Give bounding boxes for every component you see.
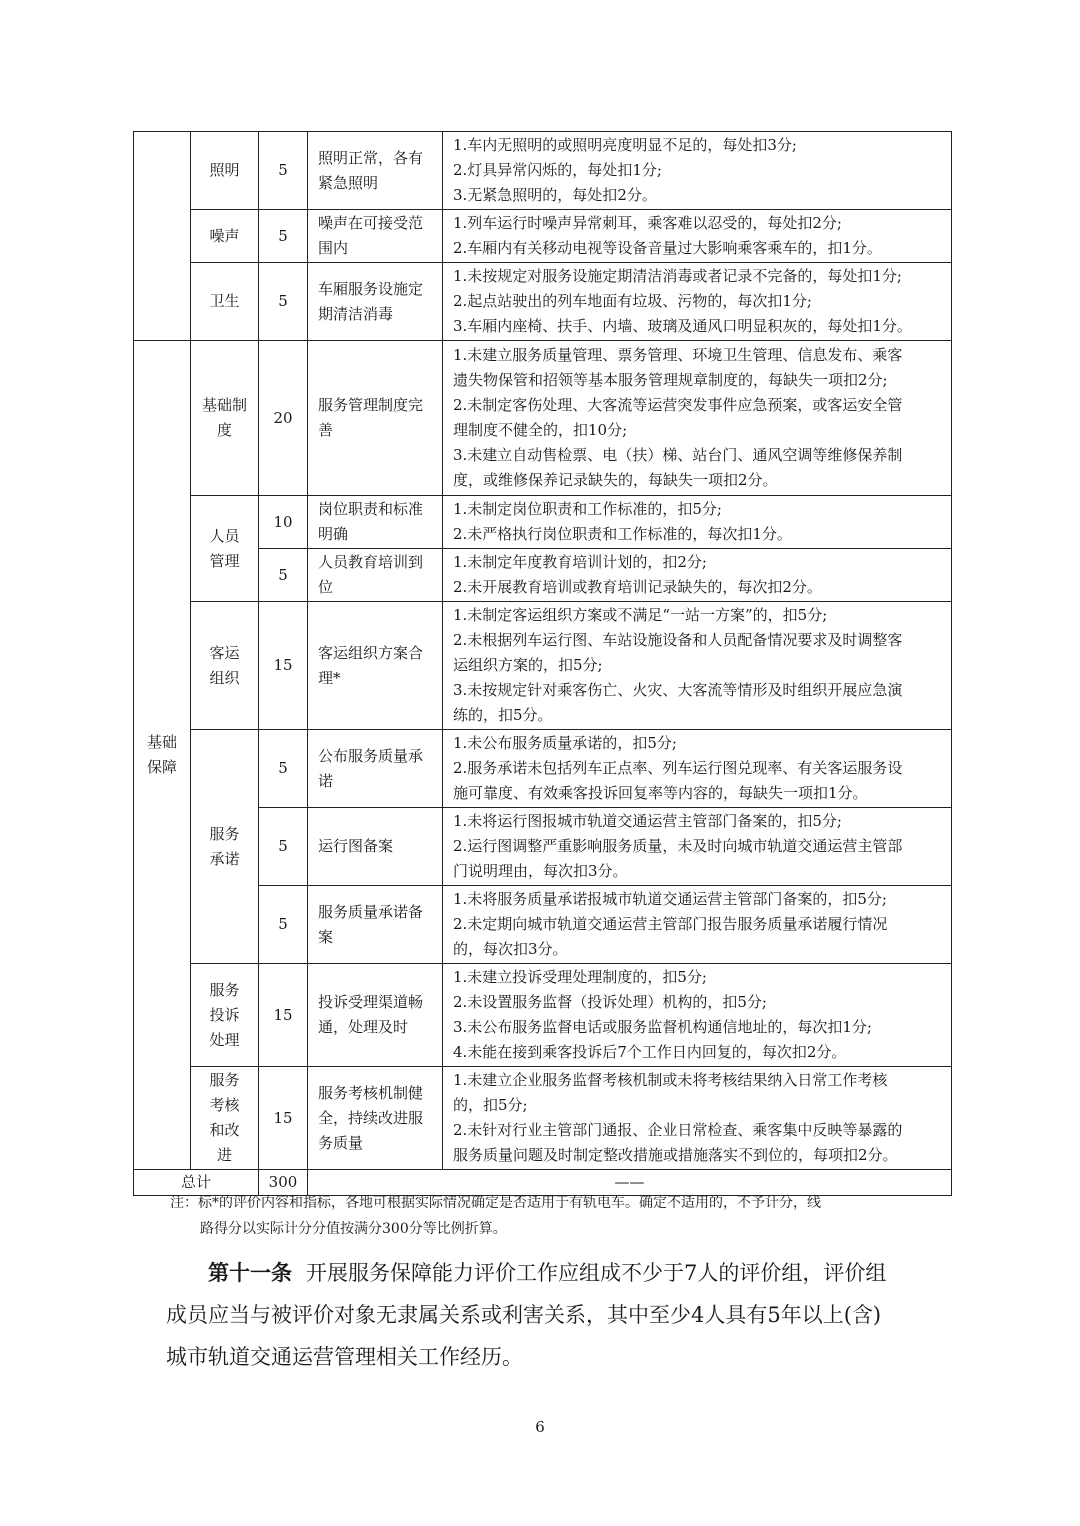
content-cell xyxy=(308,602,443,730)
criteria-line: 施可靠度、有效乘客投诉回复率等内容的，每缺失一项扣1分。 xyxy=(453,784,868,802)
table-row xyxy=(134,602,952,730)
content-cell xyxy=(308,808,443,886)
criteria-cell xyxy=(443,341,952,496)
article-heading: 第十一条 xyxy=(208,1260,292,1285)
criteria-line: 1.未建立投诉受理处理制度的，扣5分; xyxy=(453,968,707,986)
subcategory-cell xyxy=(191,1067,259,1170)
criteria-line: 2.未严格执行岗位职责和工作标准的，每次扣1分。 xyxy=(453,525,792,543)
criteria-line: 1.未制定客运组织方案或不满足“一站一方案”的，扣5分; xyxy=(453,606,828,624)
criteria-line: 理制度不健全的，扣10分; xyxy=(453,421,628,439)
table-row xyxy=(134,132,952,210)
score-cell: 15 xyxy=(259,602,308,730)
criteria-line: 1.列车运行时噪声异常刺耳，乘客难以忍受的，每处扣2分; xyxy=(453,214,842,232)
content-line: 案 xyxy=(318,927,334,946)
content-line: 服务质量承诺备 xyxy=(318,902,424,921)
subcategory-cell: 噪声 xyxy=(191,210,259,263)
score-cell: 5 xyxy=(259,886,308,964)
criteria-line: 2.未定期向城市轨道交通运营主管部门报告服务质量承诺履行情况 xyxy=(453,915,888,933)
criteria-cell xyxy=(443,1067,952,1170)
criteria-cell xyxy=(443,210,952,263)
table-row xyxy=(134,496,952,549)
criteria-line: 1.未制定年度教育培训计划的，扣2分; xyxy=(453,553,707,571)
note-line-1: 注：标*的评价内容和指标，各地可根据实际情况确定是否适用于有轨电车。确定不适用的，不予计分，线 xyxy=(170,1195,821,1211)
content-line: 务质量 xyxy=(318,1133,364,1152)
content-cell xyxy=(308,886,443,964)
article-line-3: 城市轨道交通运营管理相关工作经历。 xyxy=(166,1345,523,1369)
content-line: 人员教育培训到 xyxy=(318,553,424,571)
content-line: 运行图备案 xyxy=(318,837,394,855)
content-line: 位 xyxy=(318,578,334,596)
criteria-line: 3.车厢内座椅、扶手、内墙、玻璃及通风口明显积灰的，每处扣1分。 xyxy=(453,317,912,335)
criteria-line: 1.未将服务质量承诺报城市轨道交通运营主管部门备案的，扣5分; xyxy=(453,890,887,908)
criteria-cell xyxy=(443,549,952,602)
criteria-cell xyxy=(443,808,952,886)
content-line: 车厢服务设施定 xyxy=(318,279,424,298)
subcategory-cell xyxy=(191,341,259,496)
content-line: 围内 xyxy=(318,239,349,257)
subcategory-cell: 卫生 xyxy=(191,263,259,341)
evaluation-table xyxy=(133,131,952,1196)
content-line: 客运组织方案合 xyxy=(318,643,424,662)
content-cell xyxy=(308,1067,443,1170)
page-number: 6 xyxy=(535,1418,545,1436)
content-line: 理* xyxy=(318,668,341,687)
subcategory-cell xyxy=(191,730,259,964)
table-row xyxy=(134,210,952,263)
content-cell xyxy=(308,964,443,1067)
score-cell: 5 xyxy=(259,132,308,210)
content-line: 通，处理及时 xyxy=(318,1018,409,1036)
content-line: 明确 xyxy=(318,525,349,543)
criteria-line: 1.未建立服务质量管理、票务管理、环境卫生管理、信息发布、乘客 xyxy=(453,346,903,364)
criteria-line: 门说明理由，每次扣3分。 xyxy=(453,862,628,880)
total-dash: —— xyxy=(614,1173,645,1191)
criteria-cell xyxy=(443,730,952,808)
subcategory-label: 人员管理 xyxy=(209,526,240,570)
subcategory-cell xyxy=(191,602,259,730)
note-line-2: 路得分以实际计分分值按满分300分等比例折算。 xyxy=(200,1221,507,1237)
total-label: 总计 xyxy=(134,1170,259,1196)
subcategory-label: 服务投诉处理 xyxy=(209,980,240,1049)
criteria-line: 遗失物保管和招领等基本服务管理规章制度的，每缺失一项扣2分; xyxy=(453,371,888,389)
content-cell xyxy=(308,549,443,602)
content-cell xyxy=(308,730,443,808)
table-row xyxy=(134,341,952,496)
score-cell: 15 xyxy=(259,964,308,1067)
score-cell: 5 xyxy=(259,263,308,341)
content-line: 岗位职责和标准 xyxy=(318,500,424,518)
criteria-cell xyxy=(443,496,952,549)
content-line: 公布服务质量承 xyxy=(318,746,424,765)
content-line: 投诉受理渠道畅 xyxy=(318,993,424,1011)
article-paragraph xyxy=(166,1252,926,1378)
category-cell-empty xyxy=(134,132,191,341)
criteria-line: 的，每次扣3分。 xyxy=(453,940,568,958)
content-cell xyxy=(308,132,443,210)
subcategory-label: 服务考核和改进 xyxy=(209,1071,240,1164)
score-cell: 5 xyxy=(259,549,308,602)
criteria-line: 3.无紧急照明的，每处扣2分。 xyxy=(453,186,657,204)
content-line: 服务考核机制健 xyxy=(318,1083,424,1102)
content-line: 全，持续改进服 xyxy=(318,1108,424,1127)
table-row xyxy=(134,730,952,808)
content-cell xyxy=(308,263,443,341)
score-cell: 10 xyxy=(259,496,308,549)
criteria-line: 1.车内无照明的或照明亮度明显不足的，每处扣3分; xyxy=(453,136,797,154)
criteria-line: 2.未根据列车运行图、车站设施设备和人员配备情况要求及时调整客 xyxy=(453,631,903,649)
category-cell xyxy=(134,341,191,1170)
criteria-line: 2.未制定客伤处理、大客流等运营突发事件应急预案，或客运安全管 xyxy=(453,396,903,414)
criteria-line: 练的，扣5分。 xyxy=(453,706,553,724)
criteria-line: 2.未设置服务监督（投诉处理）机构的，扣5分; xyxy=(453,993,767,1011)
content-line: 紧急照明 xyxy=(318,173,379,192)
criteria-line: 2.服务承诺未包括列车正点率、列车运行图兑现率、有关客运服务设 xyxy=(453,759,903,777)
criteria-line: 1.未建立企业服务监督考核机制或未将考核结果纳入日常工作考核 xyxy=(453,1071,888,1089)
table-row xyxy=(134,964,952,1067)
criteria-line: 3.未建立自动售检票、电（扶）梯、站台门、通风空调等维修保养制 xyxy=(453,446,903,464)
subcategory-label: 基础制度 xyxy=(201,396,247,439)
subcategory-label: 客运组织 xyxy=(209,643,240,687)
content-line: 服务管理制度完 xyxy=(318,396,424,414)
subcategory-cell xyxy=(191,964,259,1067)
content-line: 期清洁消毒 xyxy=(318,304,394,323)
criteria-line: 1.未将运行图报城市轨道交通运营主管部门备案的，扣5分; xyxy=(453,812,842,830)
content-line: 噪声在可接受范 xyxy=(318,214,424,232)
criteria-cell xyxy=(443,132,952,210)
criteria-line: 1.未制定岗位职责和工作标准的，扣5分; xyxy=(453,500,722,518)
criteria-line: 1.未公布服务质量承诺的，扣5分; xyxy=(453,734,677,752)
content-line: 诺 xyxy=(318,771,334,790)
subcategory-cell xyxy=(191,496,259,602)
score-cell: 5 xyxy=(259,730,308,808)
criteria-line: 度，或维修保养记录缺失的，每缺失一项扣2分。 xyxy=(453,471,778,489)
subcategory-cell: 照明 xyxy=(191,132,259,210)
criteria-cell xyxy=(443,964,952,1067)
content-line: 照明正常，各有 xyxy=(318,148,424,167)
article-line-1 xyxy=(166,1252,926,1294)
criteria-line: 服务质量问题及时制定整改措施或措施落实不到位的，每项扣2分。 xyxy=(453,1146,898,1164)
score-cell: 20 xyxy=(259,341,308,496)
criteria-line: 3.未按规定针对乘客伤亡、火灾、大客流等情形及时组织开展应急演 xyxy=(453,681,903,699)
criteria-cell xyxy=(443,263,952,341)
table-row xyxy=(134,1067,952,1170)
article-text-1: 开展服务保障能力评价工作应组成不少于7人的评价组，评价组 xyxy=(306,1261,887,1285)
criteria-line: 运组织方案的，扣5分; xyxy=(453,656,603,674)
score-cell: 15 xyxy=(259,1067,308,1170)
total-score: 300 xyxy=(259,1170,308,1196)
table-row xyxy=(134,263,952,341)
article-line-2: 成员应当与被评价对象无隶属关系或利害关系，其中至少4人具有5年以上(含) xyxy=(166,1303,882,1327)
content-cell xyxy=(308,210,443,263)
content-line: 善 xyxy=(318,421,334,439)
criteria-line: 3.未公布服务监督电话或服务监督机构通信地址的，每次扣1分; xyxy=(453,1018,872,1036)
criteria-cell xyxy=(443,602,952,730)
criteria-line: 2.运行图调整严重影响服务质量，未及时向城市轨道交通运营主管部 xyxy=(453,837,903,855)
score-cell: 5 xyxy=(259,808,308,886)
criteria-line: 2.起点站驶出的列车地面有垃圾、污物的，每次扣1分; xyxy=(453,292,812,310)
criteria-line: 2.灯具异常闪烁的，每处扣1分; xyxy=(453,161,662,179)
criteria-line: 2.未开展教育培训或教育培训记录缺失的，每次扣2分。 xyxy=(453,578,822,596)
subcategory-label: 服务承诺 xyxy=(209,824,240,868)
criteria-cell xyxy=(443,886,952,964)
table-note xyxy=(170,1190,950,1242)
score-cell: 5 xyxy=(259,210,308,263)
criteria-line: 2.车厢内有关移动电视等设备音量过大影响乘客乘车的，扣1分。 xyxy=(453,239,882,257)
criteria-line: 2.未针对行业主管部门通报、企业日常检查、乘客集中反映等暴露的 xyxy=(453,1121,903,1139)
category-label: 基础保障 xyxy=(146,733,177,776)
criteria-line: 1.未按规定对服务设施定期清洁消毒或者记录不完备的，每处扣1分; xyxy=(453,267,902,285)
criteria-line: 的，扣5分; xyxy=(453,1096,528,1114)
criteria-line: 4.未能在接到乘客投诉后7个工作日内回复的，每次扣2分。 xyxy=(453,1043,847,1061)
content-cell xyxy=(308,341,443,496)
content-cell xyxy=(308,496,443,549)
